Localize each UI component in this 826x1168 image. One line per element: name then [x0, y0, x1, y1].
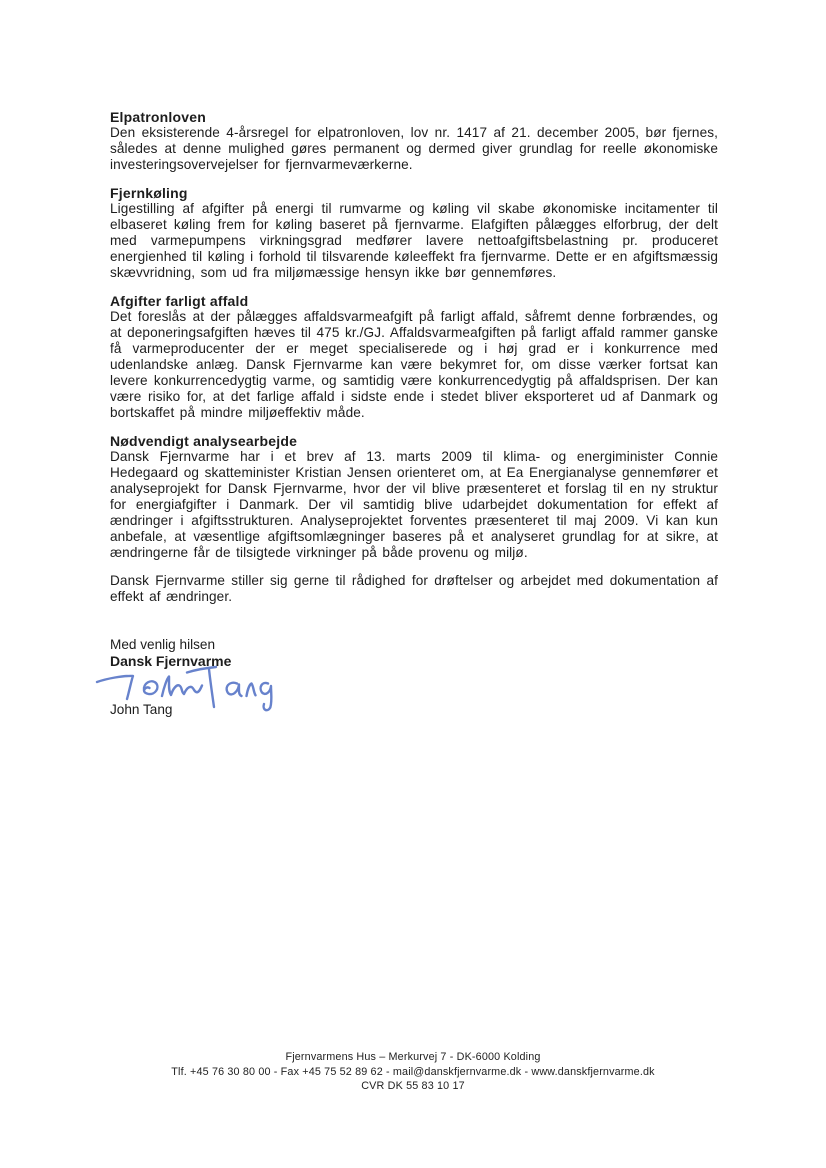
page-footer — [0, 1050, 826, 1094]
section-nodvendigt-analysearbejde — [110, 433, 718, 561]
signoff-organization: Dansk Fjernvarme — [110, 653, 232, 669]
section-paragraph: Dansk Fjernvarme har i et brev af 13. marts 2009 til klima- og energiminister Connie Hedegaard og skatteminister Kristian Jensen orienteret om, at Ea Energianalyse gennemfører et analyseprojekt for Dansk Fjernvarme, hvor der vil blive præsenteret et forslag til en ny struktur for energiafgifter i Danmark. Der vil samtidig blive udarbejdet dokumentation for effekt af ændringer i afgiftsstrukturen. Analyseprojektet forventes præsenteret til maj 2009. Vi kan kun anbefale, at væsentlige afgiftsomlægninger baseres på et analyseret grundlag for at sikre, at ændringerne får de tilsigtede virkninger på både provenu og miljø. — [110, 449, 718, 560]
section-afgifter-farligt-affald — [110, 293, 718, 421]
signoff-block — [110, 637, 718, 718]
footer-cvr-line: CVR DK 55 83 10 17 — [361, 1080, 465, 1092]
closing-paragraph: Dansk Fjernvarme stiller sig gerne til rådighed for drøftelser og arbejdet med dokumentation af effekt af ændringer. — [110, 573, 718, 604]
section-paragraph: Det foreslås at der pålægges affaldsvarmeafgift på farligt affald, såfremt denne forbrændes, og at deponeringsafgiften hæves til 475 kr./GJ. Affaldsvarmeafgiften på farligt affald rammer ganske få varmeproducenter der er meget specialiserede og i høj grad er i konkurrence med udenlandske anlæg. Dansk Fjernvarme kan være bekymret for, om disse værker fortsat kan levere konkurrencedygtig varme, og samtidig være konkurrencedygtig på affaldsprisen. Der kan være risiko for, at det farlige affald i sidste ende i stedet bliver eksporteret ud af Danmark og bortskaffet på mindre miljøeffektiv måde. — [110, 309, 718, 420]
section-heading: Afgifter farligt affald — [110, 293, 249, 309]
section-heading: Nødvendigt analysearbejde — [110, 433, 298, 449]
signer-name: John Tang — [110, 702, 173, 717]
footer-address-line: Fjernvarmens Hus – Merkurvej 7 - DK-6000 Kolding — [285, 1051, 541, 1063]
section-heading: Elpatronloven — [110, 109, 206, 125]
section-heading: Fjernkøling — [110, 185, 188, 201]
footer-contact-line: Tlf. +45 76 30 80 00 - Fax +45 75 52 89 62 - mail@danskfjernvarme.dk - www.danskfjernvarme.dk — [171, 1065, 655, 1078]
section-paragraph: Ligestilling af afgifter på energi til rumvarme og køling vil skabe økonomiske incitamenter til elbaseret køling frem for køling baseret på fjernvarme. Elafgiften pålægges elforbrug, der delt med varmepumpens virkningsgrad medfører lavere nettoafgiftsbelastning pr. produceret energienhed til køling i forhold til tilsvarende køleeffekt fra fjernvarme. Dette er en afgiftsmæssig skævvridning, som ud fra miljømæssige hensyn ikke bør gennemføres. — [110, 201, 718, 280]
section-fjernkoling — [110, 185, 718, 281]
section-paragraph: Den eksisterende 4-årsregel for elpatronloven, lov nr. 1417 af 21. december 2005, bør fjernes, således at denne mulighed gøres permanent og dermed giver grundlag for reelle økonomiske investeringsovervejelser for fjernvarmeværkerne. — [110, 125, 718, 172]
section-elpatronloven — [110, 109, 718, 173]
letter-body — [110, 109, 718, 718]
signoff-greeting: Med venlig hilsen — [110, 637, 216, 652]
